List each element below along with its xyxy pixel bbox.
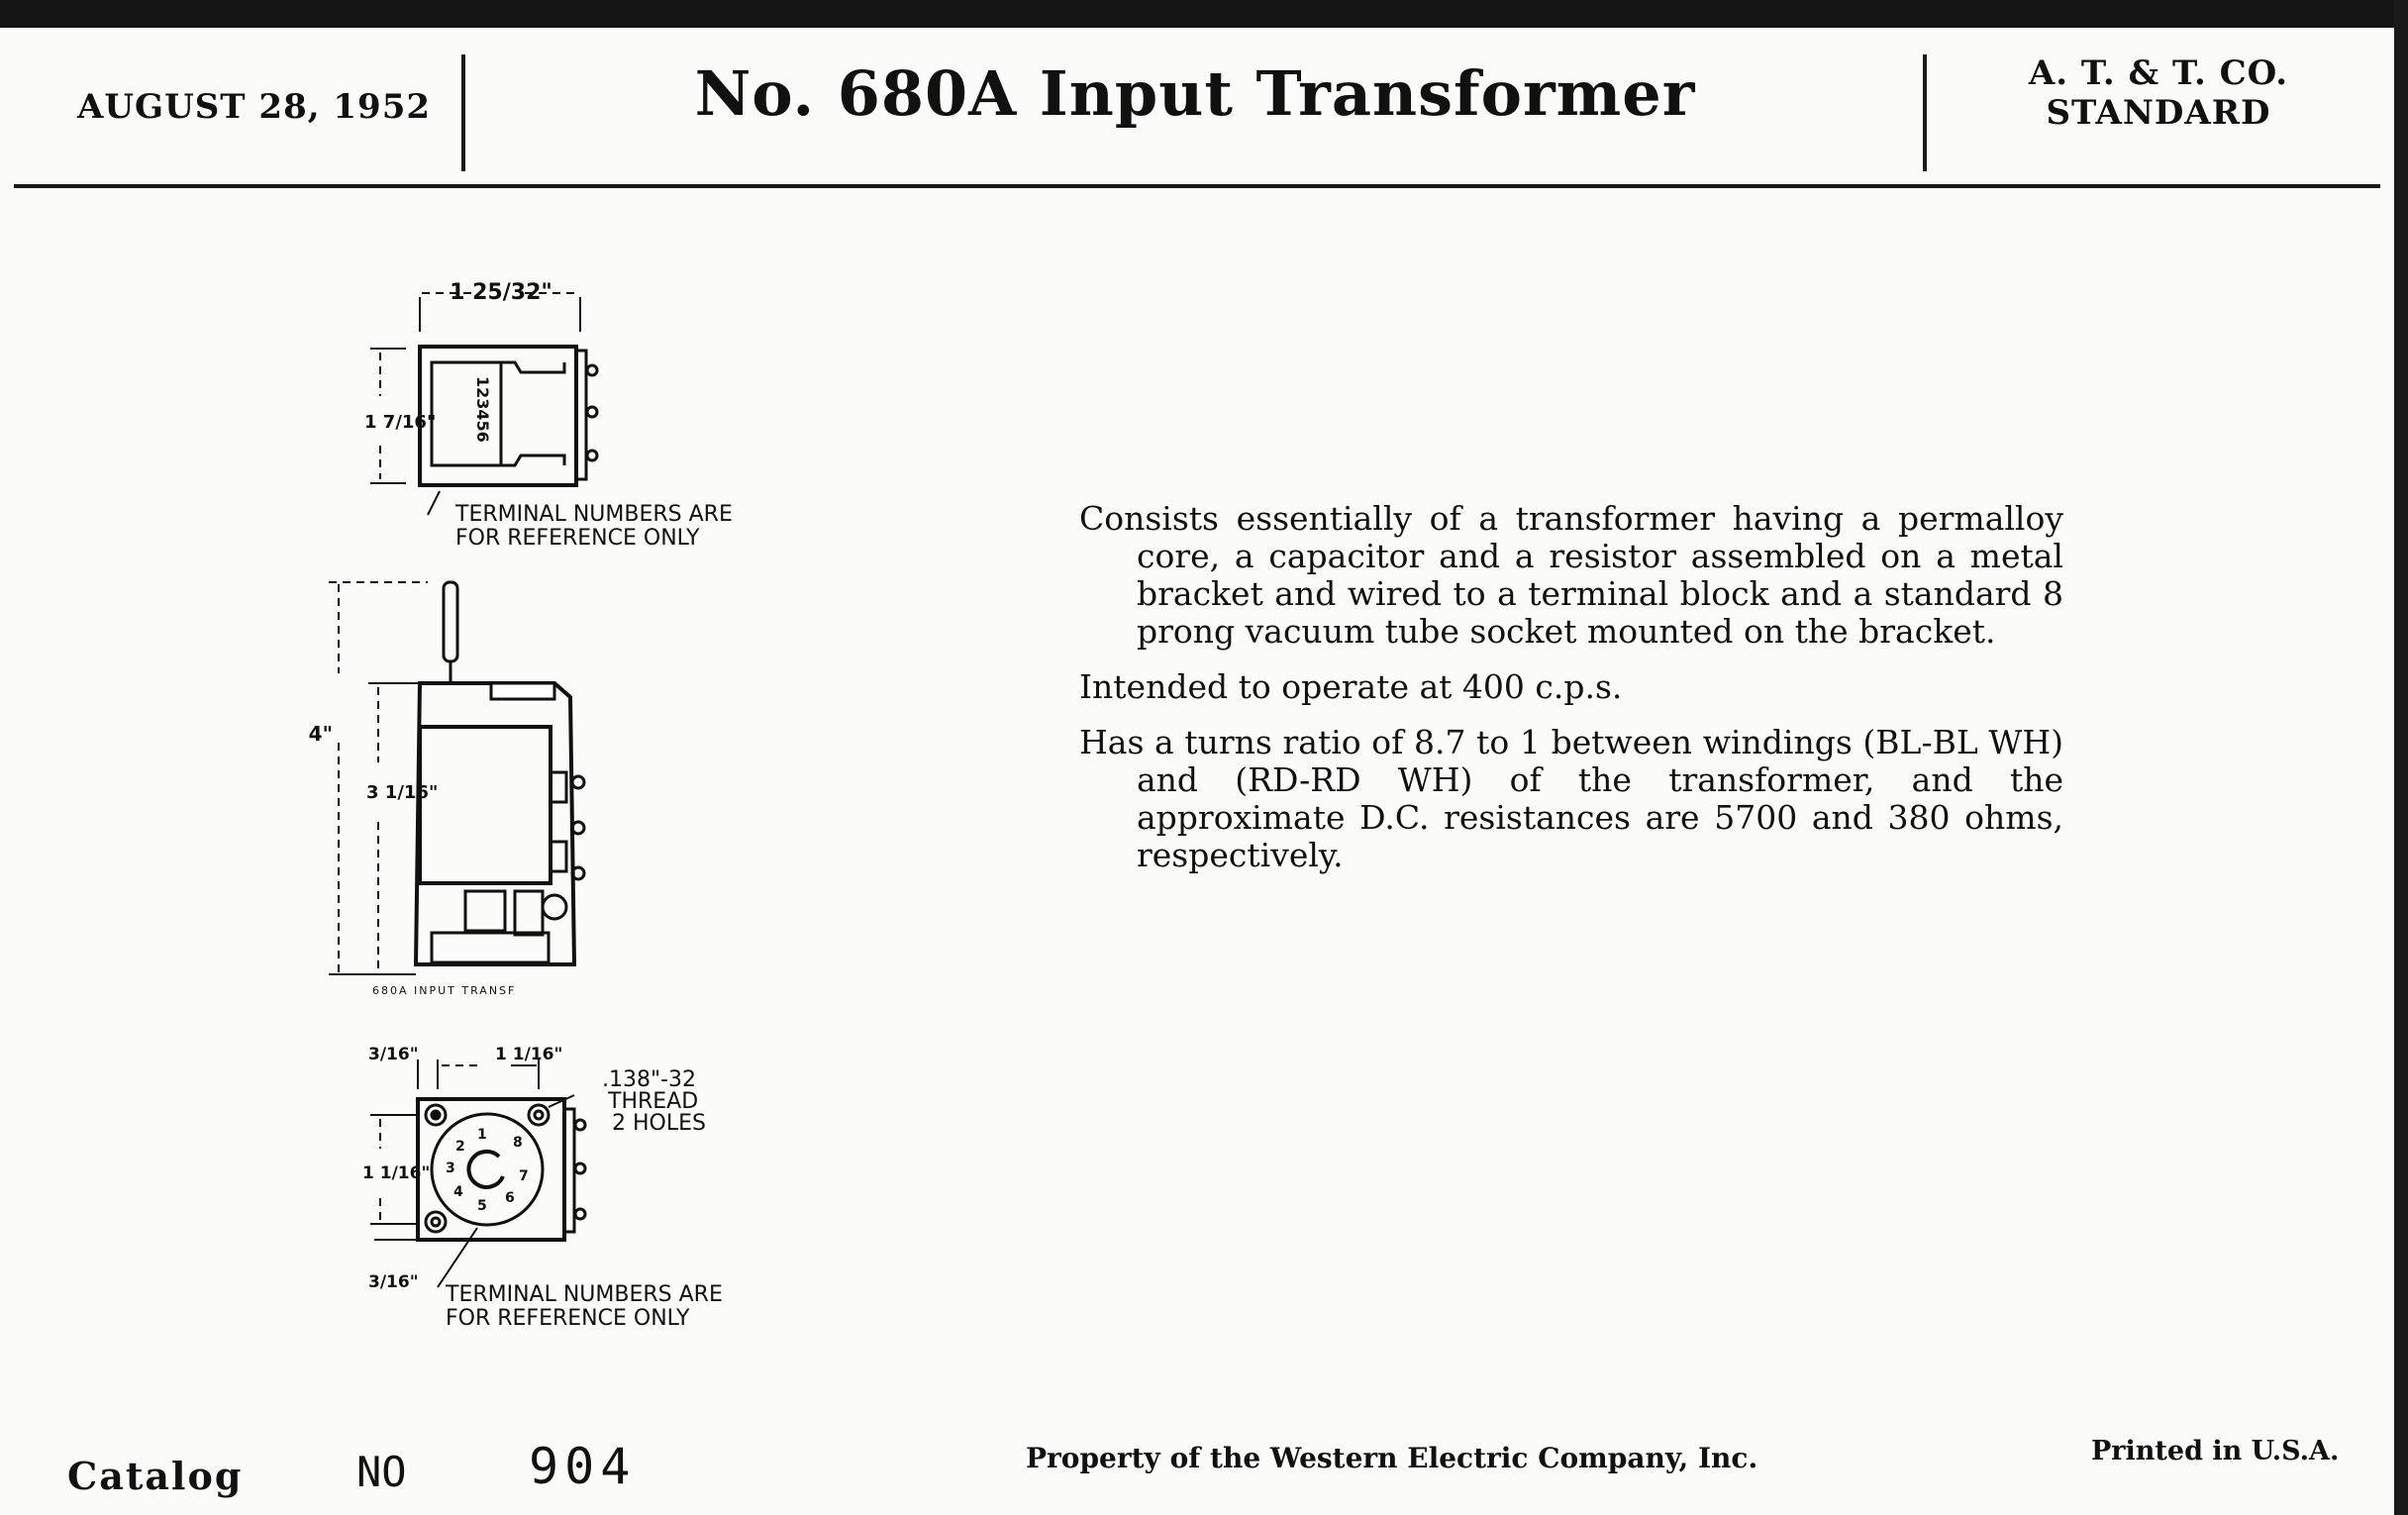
socket-number: 2 — [455, 1139, 465, 1155]
bottom-note-line-1: TERMINAL NUMBERS ARE — [446, 1282, 723, 1307]
issue-date: AUGUST 28, 1952 — [77, 87, 432, 127]
top-note-line-2: FOR REFERENCE ONLY — [455, 526, 700, 551]
socket-number: 1 — [477, 1127, 487, 1143]
side-overall-height-dim: 4" — [308, 722, 333, 746]
standard-block — [1941, 53, 2376, 133]
drawings — [308, 267, 812, 1347]
printed-notice: Printed in U.S.A. — [2091, 1436, 2340, 1466]
description — [1079, 500, 2063, 892]
header-divider-right — [1923, 54, 1927, 171]
description-paragraph-3: Has a turns ratio of 8.7 to 1 between windings (BL-BL WH) and (RD-RD WH) of the transformer, and the approximate D.C. resistances are 5700 and 380 ohms, respectively. — [1079, 723, 2063, 874]
header-rule — [14, 184, 2380, 188]
top-height-dim: 1 7/16" — [364, 412, 437, 433]
property-notice: Property of the Western Electric Company, Inc. — [1026, 1442, 1758, 1474]
bottom-vertical-dim: 1 1/16" — [362, 1163, 431, 1183]
side-caption: 680A INPUT TRANSF — [372, 984, 517, 997]
description-paragraph-1: Consists essentially of a transformer having a permalloy core, a capacitor and a resistor assembled on a metal bracket and wired to a terminal block and a standard 8 prong vacuum tube socket mounted on the bracket. — [1079, 499, 2063, 651]
socket-number: 8 — [513, 1135, 523, 1151]
standard-line-2: STANDARD — [2046, 93, 2271, 133]
header-divider-left — [461, 54, 465, 171]
thread-line-2: THREAD — [608, 1089, 699, 1114]
catalog-label: Catalog — [67, 1454, 244, 1498]
bottom-hole-spacing-dim: 1 1/16" — [495, 1045, 563, 1064]
catalog-no-label: NO — [356, 1448, 407, 1496]
socket-number: 5 — [477, 1198, 487, 1214]
thread-line-1: .138"-32 — [602, 1067, 697, 1092]
side-body-height-dim: 3 1/16" — [366, 782, 439, 803]
bottom-edge-dim: 3/16" — [368, 1045, 419, 1064]
socket-number: 7 — [519, 1168, 529, 1184]
description-paragraph-2: Intended to operate at 400 c.p.s. — [1079, 667, 1623, 706]
card-edge — [2394, 0, 2408, 1515]
page-title: No. 680A Input Transformer — [694, 57, 1696, 130]
top-terminal-numbers: 123456 — [473, 376, 492, 443]
socket-number: 4 — [453, 1184, 463, 1200]
top-note-line-1: TERMINAL NUMBERS ARE — [455, 502, 733, 527]
top-width-dim: 1 25/32" — [450, 280, 552, 305]
socket-numbers — [446, 1127, 529, 1214]
socket-number: 3 — [446, 1161, 455, 1176]
socket-number: 6 — [505, 1190, 515, 1206]
bottom-edge-dim-2: 3/16" — [368, 1272, 419, 1292]
side-view-drawing — [329, 582, 584, 974]
catalog-number: 904 — [529, 1438, 637, 1495]
standard-line-1: A. T. & T. CO. — [2028, 53, 2289, 93]
bottom-note-line-2: FOR REFERENCE ONLY — [446, 1306, 690, 1331]
thread-line-3: 2 HOLES — [612, 1111, 706, 1136]
